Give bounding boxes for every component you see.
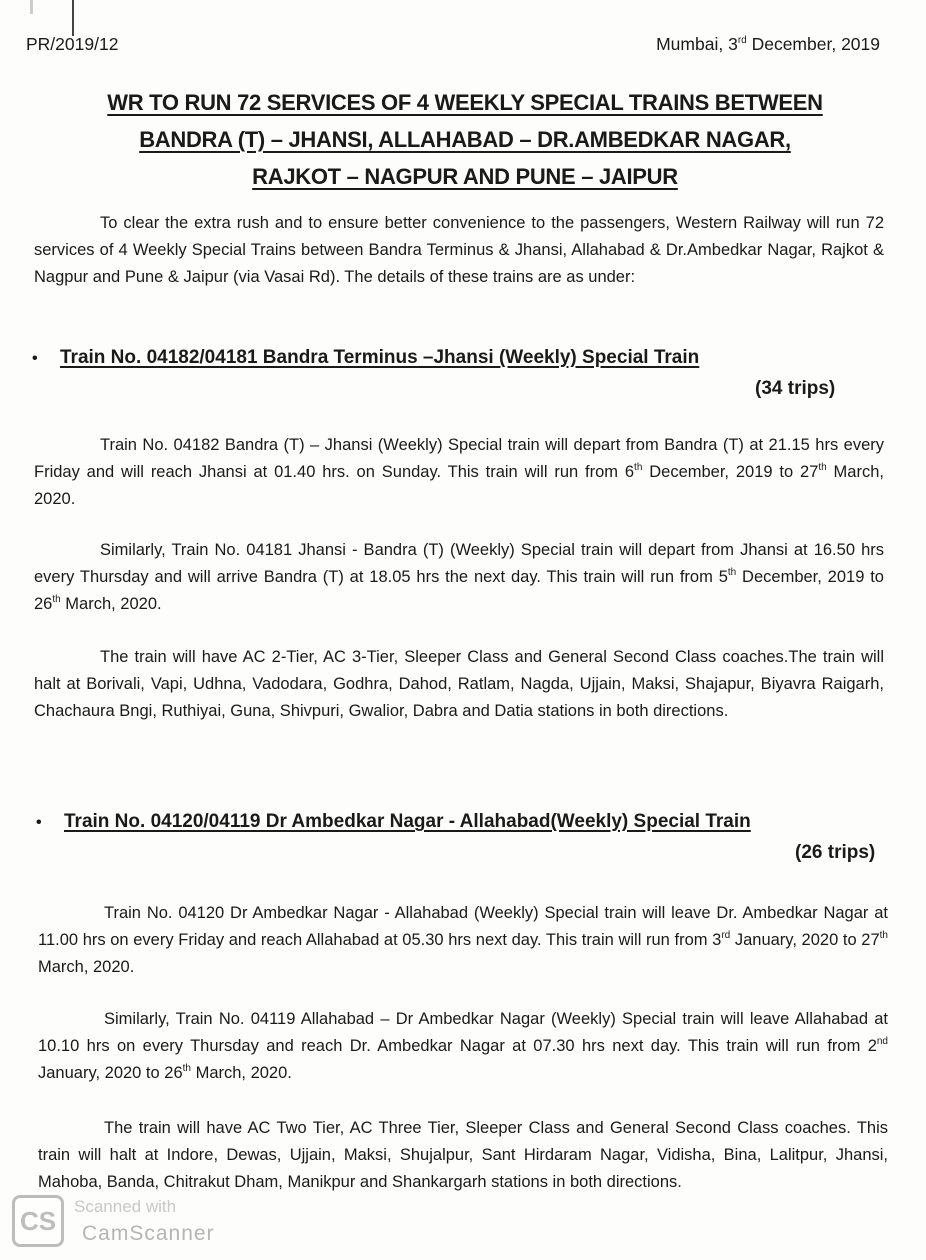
document-title xyxy=(40,84,890,195)
scan-artifact-line xyxy=(72,0,74,36)
scan-artifact xyxy=(30,0,33,14)
section-1-paragraph-3: The train will have AC 2-Tier, AC 3-Tier, Sleeper Class and General Second Class coaches.The train will halt at Borivali, Vapi, Udhna, Vadodara, Godhra, Dahod, Ratlam, Nagda, Ujjain, Maksi, Shajapur, Biyavra Raigarh, Chachaura Bngi, Ruthiyai, Guna, Shivpuri, Gwalior, Dabra and Datia stations in both directions. xyxy=(34,648,884,720)
title-line-3: RAJKOT – NAGPUR AND PUNE – JAIPUR xyxy=(252,164,678,189)
camscanner-logo-icon: CS xyxy=(12,1195,64,1247)
title-line-2: BANDRA (T) – JHANSI, ALLAHABAD – DR.AMBEDKAR NAGAR, xyxy=(139,127,791,152)
press-release-reference: PR/2019/12 xyxy=(26,34,119,54)
bullet-icon: • xyxy=(36,814,42,831)
release-date: Mumbai, 3rd December, 2019 xyxy=(656,34,880,54)
section-heading-2: • Train No. 04120/04119 Dr Ambedkar Nagar - Allahabad(Weekly) Special Train xyxy=(36,811,751,832)
section-heading-1: • Train No. 04182/04181 Bandra Terminus –Jhansi (Weekly) Special Train xyxy=(32,347,700,368)
section-2-paragraph-3: The train will have AC Two Tier, AC Three Tier, Sleeper Class and General Second Class coaches. This train will halt at Indore, Dewas, Ujjain, Maksi, Shujalpur, Sant Hirdaram Nagar, Vidisha, Bina, Lalitpur, Jhansi, Mahoba, Banda, Chitrakut Dham, Manikpur and Shankargarh stations in both directions. xyxy=(38,1119,888,1191)
watermark-brand: CamScanner xyxy=(82,1222,215,1245)
section-2-paragraph-1: Train No. 04120 Dr Ambedkar Nagar - Allahabad (Weekly) Special train will leave Dr. Ambedkar Nagar at 11.00 hrs on every Friday and reach Allahabad at 05.30 hrs next day. This train will run from 3rd January, 2020 to 27th March, 2020. xyxy=(38,904,888,976)
bullet-icon: • xyxy=(32,350,38,367)
title-line-1: WR TO RUN 72 SERVICES OF 4 WEEKLY SPECIAL TRAINS BETWEEN xyxy=(107,90,823,115)
intro-paragraph: To clear the extra rush and to ensure better convenience to the passengers, Western Railway will run 72 services of 4 Weekly Special Trains between Bandra Terminus & Jhansi, Allahabad & Dr.Ambedkar Nagar, Rajkot & Nagpur and Pune & Jaipur (via Vasai Rd). The details of these trains are as under: xyxy=(34,214,884,286)
section-1-paragraph-1: Train No. 04182 Bandra (T) – Jhansi (Weekly) Special train will depart from Bandra (T) at 21.15 hrs every Friday and will reach Jhansi at 01.40 hrs. on Sunday. This train will run from 6th December, 2019 to 27th March, 2020. xyxy=(34,436,884,508)
section-2-paragraph-2: Similarly, Train No. 04119 Allahabad – Dr Ambedkar Nagar (Weekly) Special train will leave Allahabad at 10.10 hrs on every Thursday and reach Dr. Ambedkar Nagar at 07.30 hrs next day. This train will run from 2nd January, 2020 to 26th March, 2020. xyxy=(38,1010,888,1082)
section-2-trips: (26 trips) xyxy=(795,842,876,863)
camscanner-watermark xyxy=(12,1195,252,1255)
watermark-scanned-with: Scanned with xyxy=(74,1197,177,1216)
section-1-paragraph-2: Similarly, Train No. 04181 Jhansi - Bandra (T) (Weekly) Special train will depart from Jhansi at 16.50 hrs every Thursday and will arrive Bandra (T) at 18.05 hrs the next day. This train will run from 5th December, 2019 to 26th March, 2020. xyxy=(34,541,884,613)
section-1-trips: (34 trips) xyxy=(755,378,836,399)
